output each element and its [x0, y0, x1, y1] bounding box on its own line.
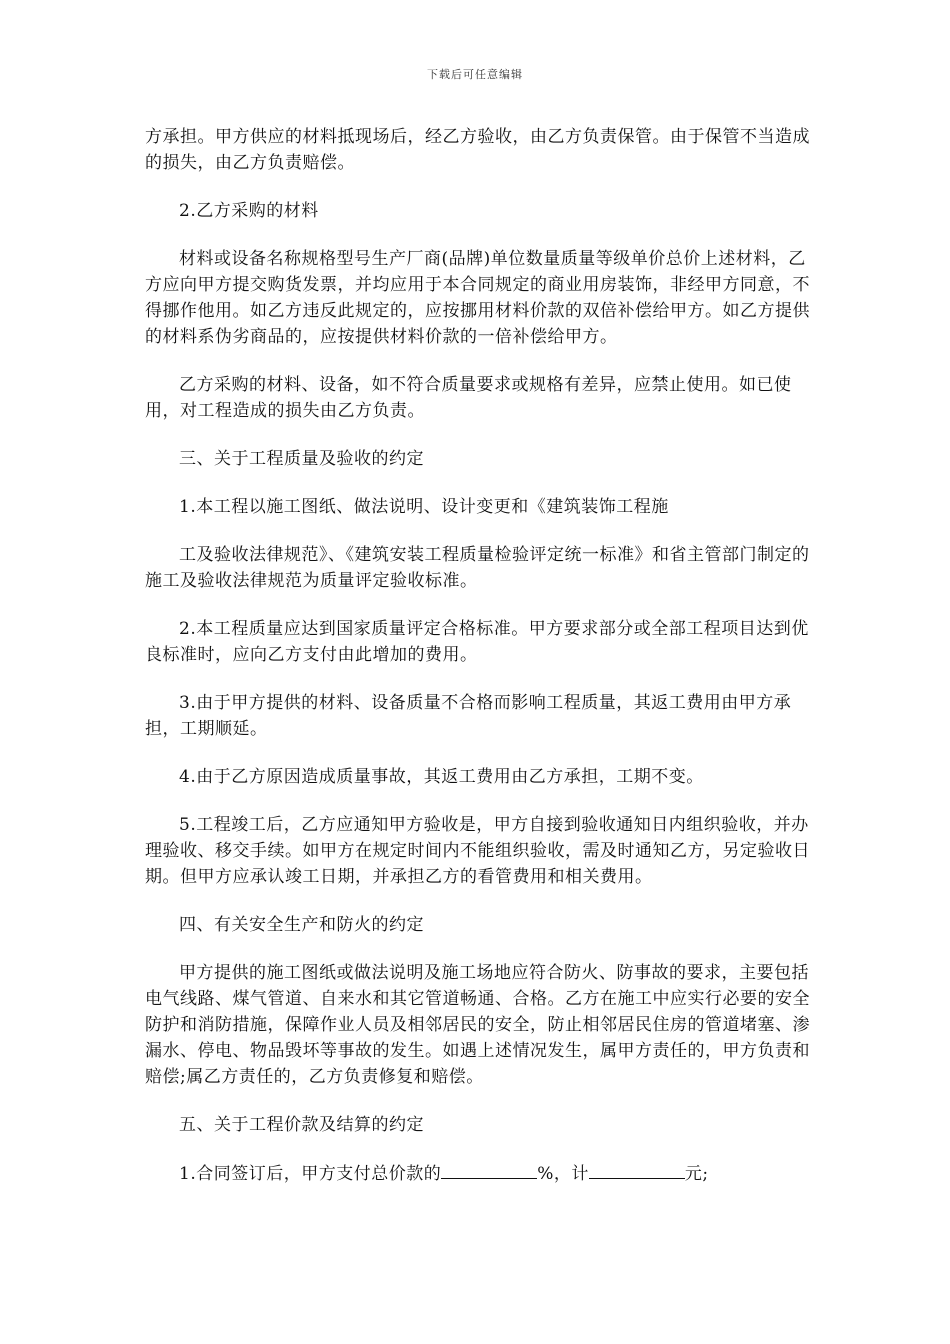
page-header: 下载后可任意编辑: [427, 68, 523, 81]
heading-purchased-materials: 2.乙方采购的材料: [179, 201, 319, 221]
percent-blank: [441, 1160, 537, 1179]
clause-quality-2: 2.本工程质量应达到国家质量评定合格标准。甲方要求部分或全部工程项目达到优良标准时，应向乙方支付由此增加的费用。: [145, 619, 809, 665]
paragraph-safety: 甲方提供的施工图纸或做法说明及施工场地应符合防火、防事故的要求，主要包括电气线路、煤气管道、自来水和其它管道畅通、合格。乙方在施工中应实行必要的安全防护和消防措施，保障作业人员及相邻居民的安全，防止相邻居民住房的管道堵塞、渗漏水、停电、物品毁坏等事故的发生。如遇上述情况发生，属甲方责任的，甲方负责和赔偿;属乙方责任的，乙方负责修复和赔偿。: [145, 963, 810, 1087]
payment-clause-suffix: 元;: [684, 1164, 709, 1184]
amount-blank: [589, 1160, 685, 1179]
paragraph-material-quality: 乙方采购的材料、设备，如不符合质量要求或规格有差异，应禁止使用。如已使用，对工程造成的损失由乙方负责。: [145, 375, 792, 421]
section-heading-payment: 五、关于工程价款及结算的约定: [179, 1115, 424, 1135]
payment-clause-mid: %，计: [537, 1164, 589, 1184]
clause-payment-1: [145, 1160, 820, 1187]
document-body: [145, 124, 820, 1209]
payment-clause-prefix: 1.合同签订后，甲方支付总价款的: [179, 1164, 442, 1184]
clause-quality-1a: 1.本工程以施工图纸、做法说明、设计变更和《建筑装饰工程施: [179, 497, 669, 517]
clause-quality-5: 5.工程竣工后，乙方应通知甲方验收是，甲方自接到验收通知日内组织验收，并办理验收、移交手续。如甲方在规定时间内不能组织验收，需及时通知乙方，另定验收日期。但甲方应承认竣工日期，并承担乙方的看管费用和相关费用。: [145, 815, 810, 887]
clause-quality-1b: 工及验收法律规范》、《建筑安装工程质量检验评定统一标准》和省主管部门制定的施工及验收法律规范为质量评定验收标准。: [145, 545, 810, 591]
section-heading-quality: 三、关于工程质量及验收的约定: [179, 449, 424, 469]
clause-quality-3: 3.由于甲方提供的材料、设备质量不合格而影响工程质量，其返工费用由甲方承担，工期顺延。: [145, 693, 792, 739]
paragraph-material-custody: 方承担。甲方供应的材料抵现场后，经乙方验收，由乙方负责保管。由于保管不当造成的损失，由乙方负责赔偿。: [145, 127, 810, 173]
section-heading-safety: 四、有关安全生产和防火的约定: [179, 915, 424, 935]
paragraph-material-list: 材料或设备名称规格型号生产厂商(品牌)单位数量质量等级单价总价上述材料，乙方应向甲方提交购货发票，并均应用于本合同规定的商业用房装饰，非经甲方同意，不得挪作他用。如乙方违反此规定的，应按挪用材料价款的双倍补偿给甲方。如乙方提供的材料系伪劣商品的，应按提供材料价款的一倍补偿给甲方。: [145, 249, 810, 347]
clause-quality-4: 4.由于乙方原因造成质量事故，其返工费用由乙方承担，工期不变。: [179, 767, 704, 787]
